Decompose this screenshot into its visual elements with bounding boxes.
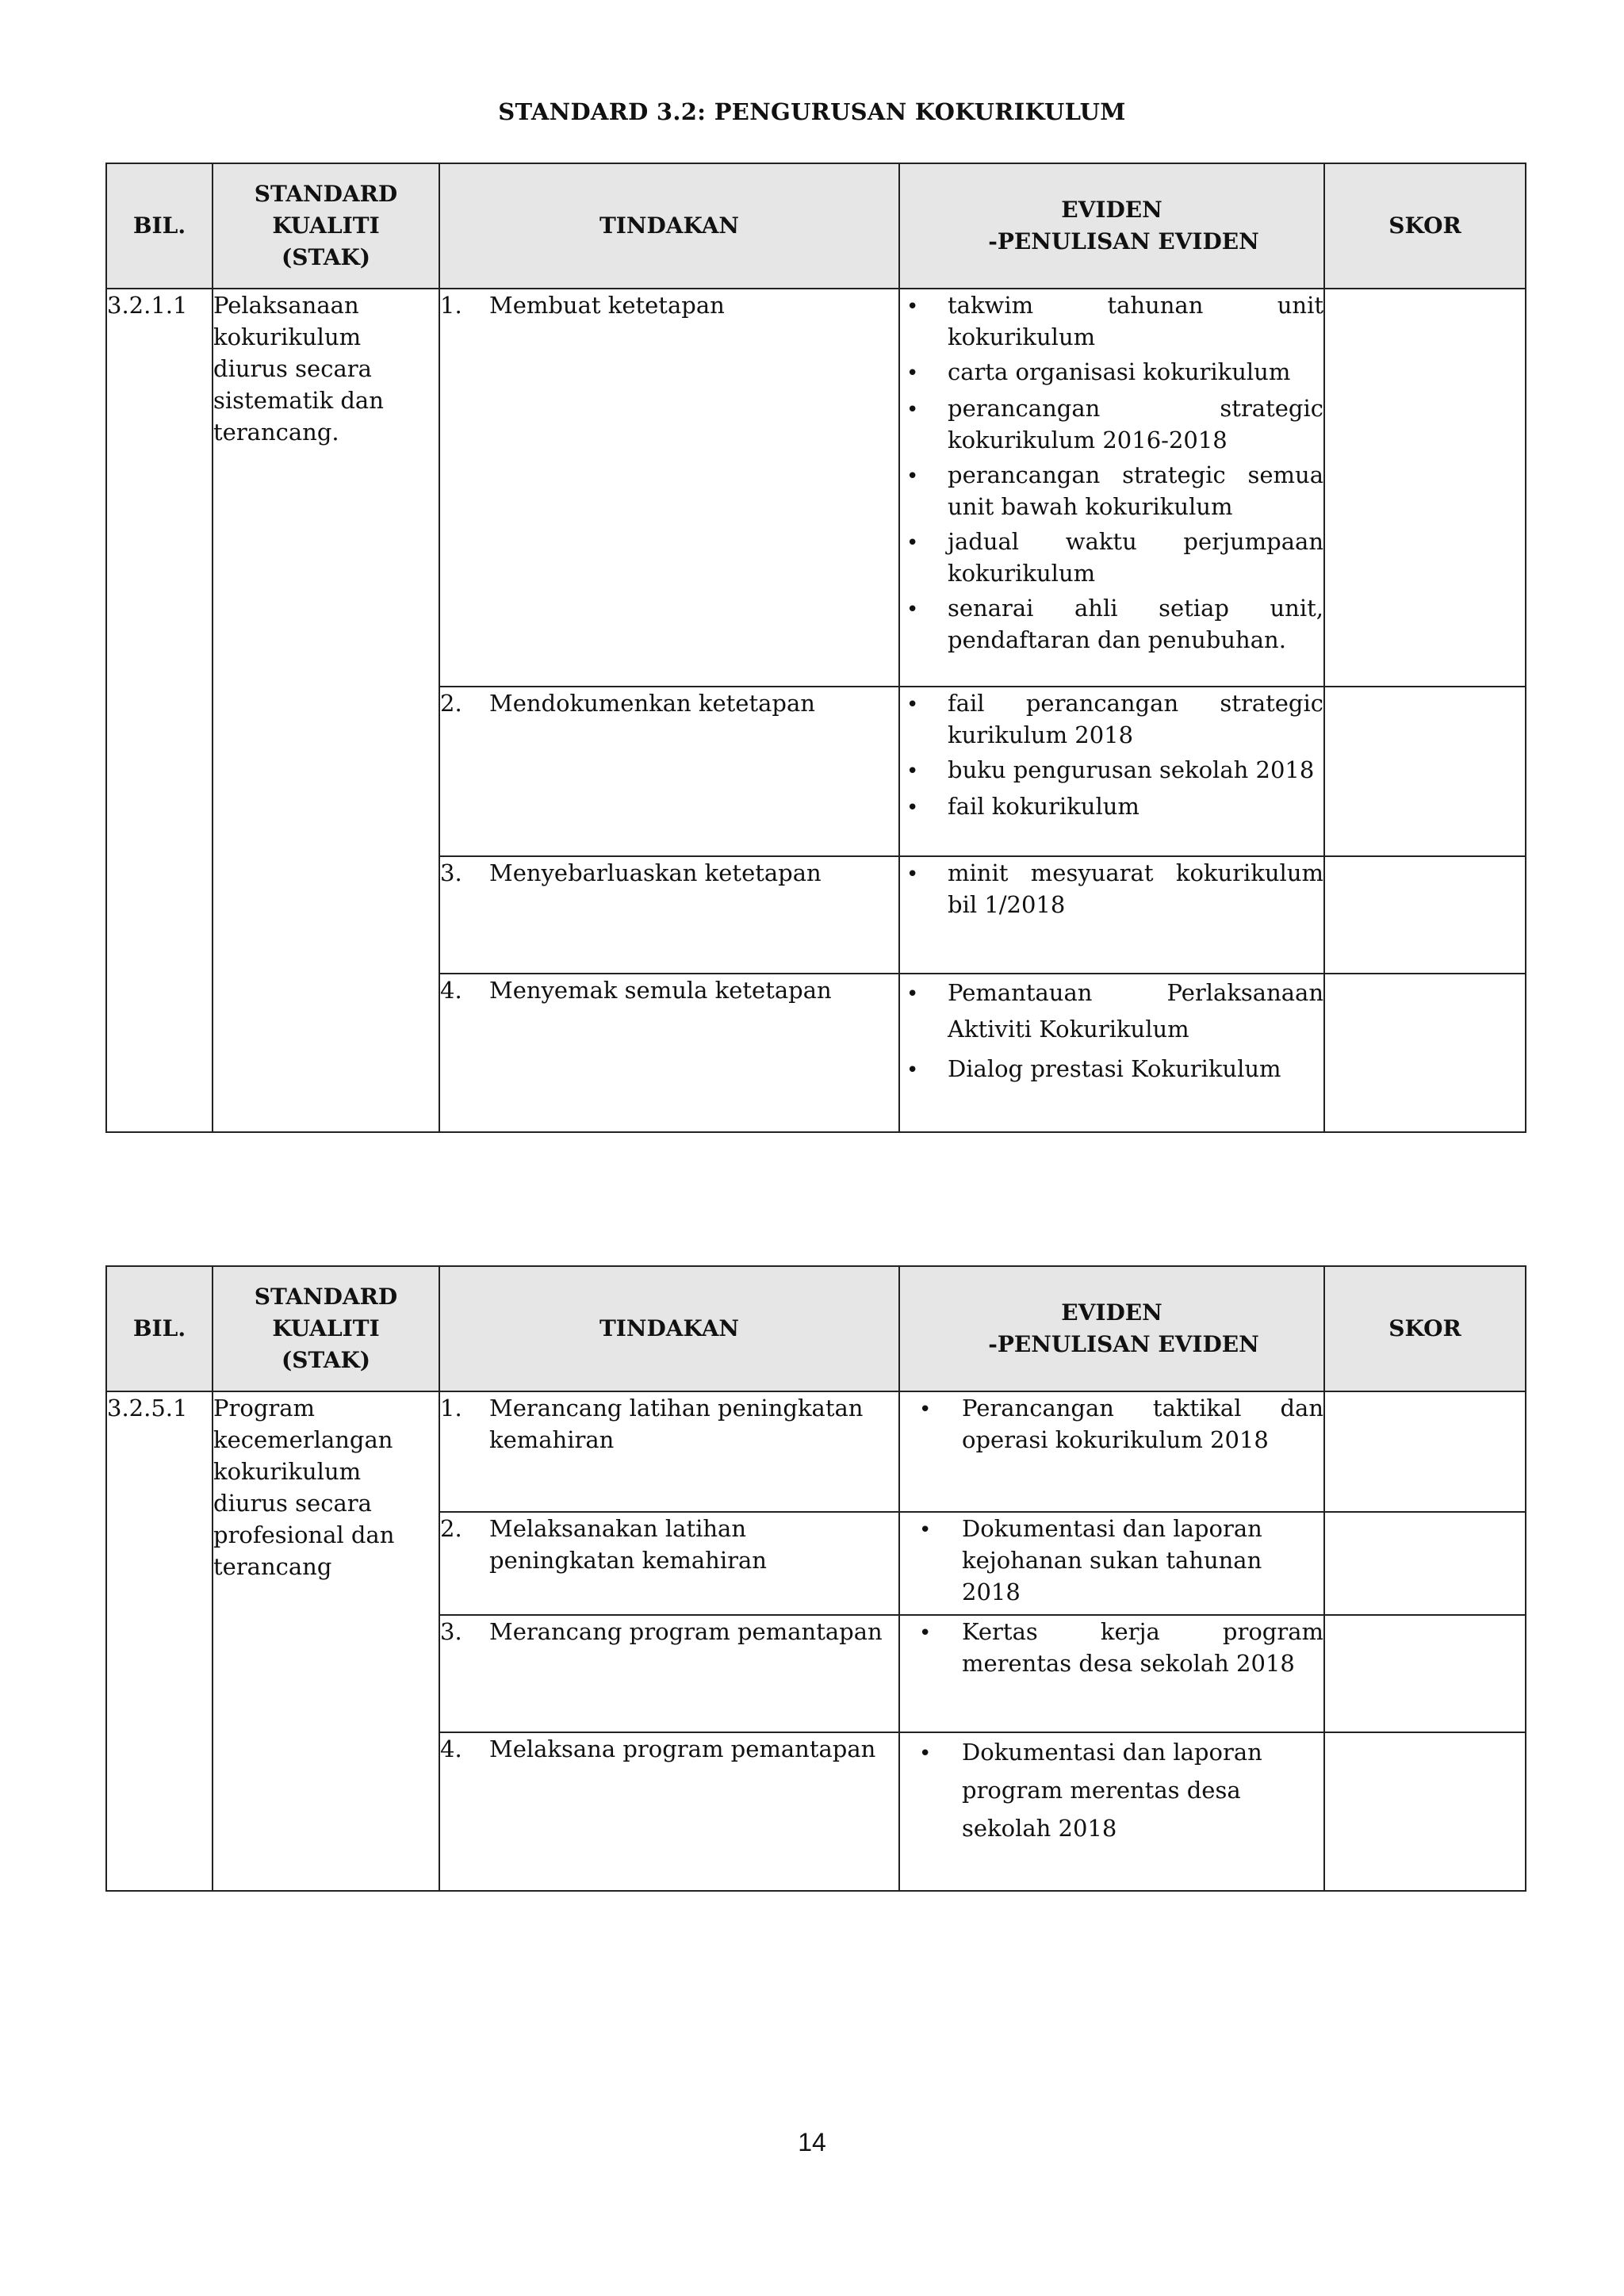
eviden-cell [899, 1391, 1324, 1512]
bullet-icon [900, 459, 948, 522]
bil-cell: 3.2.1.1 [106, 289, 213, 1132]
eviden-cell [899, 1512, 1324, 1615]
bullet-icon [900, 592, 948, 656]
eviden-cell [899, 974, 1324, 1132]
skor-cell [1324, 856, 1526, 974]
eviden-cell [899, 1732, 1324, 1891]
header-tindakan: TINDAKAN [439, 1266, 899, 1391]
list-item: • takwim tahunan unit kokurikulum [900, 289, 1323, 353]
bullet-icon [900, 356, 948, 389]
action-text: Membuat ketetapan [489, 292, 725, 319]
header-tindakan: TINDAKAN [439, 163, 899, 289]
action-number: 1. [440, 292, 462, 319]
skor-cell [1324, 1732, 1526, 1891]
table-header-row [106, 163, 1526, 289]
list-item: • Dokumentasi dan laporan program merentas desa sekolah 2018 [900, 1733, 1323, 1847]
bullet-icon [900, 526, 948, 589]
action-number: 4. [440, 1735, 462, 1762]
table-header-row [106, 1266, 1526, 1391]
bil-cell: 3.2.5.1 [106, 1391, 213, 1891]
action-text: Merancang program pemantapan [489, 1618, 883, 1645]
bullet-icon [900, 1733, 962, 1847]
tindakan-cell [439, 1512, 899, 1615]
list-item: • Dialog prestasi Kokurikulum [900, 1050, 1323, 1089]
action-text: Menyemak semula ketetapan [489, 977, 832, 1004]
eviden-cell [899, 856, 1324, 974]
bullet-icon [900, 1050, 948, 1089]
header-stak: STANDARD KUALITI (STAK) [213, 163, 439, 289]
header-skor: SKOR [1324, 1266, 1526, 1391]
stak-cell: Program kecemerlangan kokurikulum diurus secara profesional dan terancang [213, 1391, 439, 1891]
eviden-cell [899, 1615, 1324, 1732]
header-eviden: EVIDEN -PENULISAN EVIDEN [899, 163, 1324, 289]
skor-cell [1324, 1615, 1526, 1732]
list-item: • Perancangan taktikal dan operasi kokurikulum 2018 [900, 1392, 1323, 1456]
bullet-icon [900, 1392, 962, 1456]
action-text: Melaksana program pemantapan [489, 1735, 876, 1762]
skor-cell [1324, 1391, 1526, 1512]
tindakan-cell [439, 687, 899, 856]
page-number: 14 [798, 2128, 826, 2156]
skor-cell [1324, 687, 1526, 856]
eviden-cell [899, 289, 1324, 687]
bullet-icon [900, 392, 948, 456]
header-bil: BIL. [106, 1266, 213, 1391]
bullet-icon [900, 1616, 962, 1679]
bullet-icon [900, 974, 948, 1047]
standard-table-3-2-5-1 [105, 1265, 1526, 1892]
list-item: • Dokumentasi dan laporan kejohanan sukan tahunan 2018 [900, 1513, 1323, 1608]
list-item: • perancangan strategic semua unit bawah kokurikulum [900, 459, 1323, 522]
header-stak: STANDARD KUALITI (STAK) [213, 1266, 439, 1391]
list-item: • Kertas kerja program merentas desa sekolah 2018 [900, 1616, 1323, 1679]
tindakan-cell [439, 974, 899, 1132]
list-item: • Pemantauan Perlaksanaan Aktiviti Kokurikulum [900, 974, 1323, 1047]
list-item: • minit mesyuarat kokurikulum bil 1/2018 [900, 857, 1323, 920]
skor-cell [1324, 289, 1526, 687]
page-title: STANDARD 3.2: PENGURUSAN KOKURIKULUM [498, 98, 1126, 125]
bullet-icon [900, 1513, 962, 1608]
action-number: 1. [440, 1395, 462, 1422]
list-item: • fail kokurikulum [900, 790, 1323, 824]
bullet-icon [900, 754, 948, 787]
action-number: 3. [440, 1618, 462, 1645]
bullet-icon [900, 857, 948, 920]
tindakan-cell [439, 1615, 899, 1732]
tindakan-cell [439, 1732, 899, 1891]
list-item: • jadual waktu perjumpaan kokurikulum [900, 526, 1323, 589]
list-item: • fail perancangan strategic kurikulum 2018 [900, 687, 1323, 751]
list-item: • carta organisasi kokurikulum [900, 356, 1323, 389]
eviden-cell [899, 687, 1324, 856]
tindakan-cell [439, 856, 899, 974]
bullet-icon [900, 790, 948, 824]
action-number: 2. [440, 690, 462, 717]
standard-table-3-2-1-1 [105, 163, 1526, 1133]
skor-cell [1324, 974, 1526, 1132]
header-bil: BIL. [106, 163, 213, 289]
action-number: 2. [440, 1515, 462, 1542]
list-item: • buku pengurusan sekolah 2018 [900, 754, 1323, 787]
tindakan-cell [439, 1391, 899, 1512]
bullet-icon [900, 687, 948, 751]
skor-cell [1324, 1512, 1526, 1615]
action-text: Melaksanakan latihan peningkatan kemahiran [489, 1515, 767, 1574]
action-text: Mendokumenkan ketetapan [489, 690, 815, 717]
header-eviden: EVIDEN -PENULISAN EVIDEN [899, 1266, 1324, 1391]
bullet-icon [900, 289, 948, 353]
list-item: • perancangan strategic kokurikulum 2016-2018 [900, 392, 1323, 456]
stak-cell: Pelaksanaan kokurikulum diurus secara sistematik dan terancang. [213, 289, 439, 1132]
action-number: 3. [440, 859, 462, 886]
action-number: 4. [440, 977, 462, 1004]
header-skor: SKOR [1324, 163, 1526, 289]
action-text: Merancang latihan peningkatan kemahiran [489, 1395, 864, 1453]
action-text: Menyebarluaskan ketetapan [489, 859, 822, 886]
table-row [106, 289, 1526, 687]
tindakan-cell [439, 289, 899, 687]
table-row [106, 1391, 1526, 1512]
list-item: • senarai ahli setiap unit, pendaftaran dan penubuhan. [900, 592, 1323, 656]
